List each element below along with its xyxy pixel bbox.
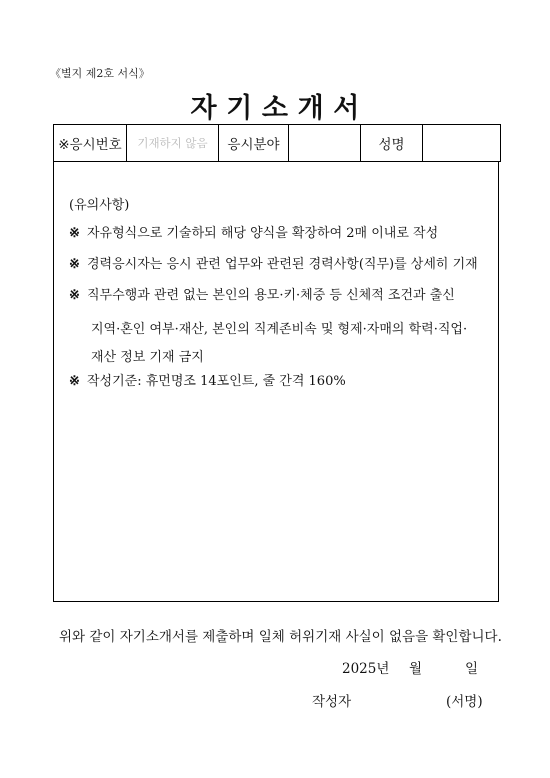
- note-item: [69, 367, 346, 397]
- author-label: 작성자: [312, 694, 352, 710]
- reference-mark-icon: ※: [69, 226, 80, 241]
- note-text: 경력응시자는 응시 관련 업무와 관련된 경력사항(직무)를 상세히 기재: [87, 257, 478, 272]
- date-month: 월: [409, 661, 423, 677]
- application-field-input[interactable]: [289, 125, 361, 162]
- application-field-label: 응시분야: [219, 125, 289, 162]
- notes-title: (유의사항): [69, 198, 130, 213]
- note-text: 작성기준: 휴먼명조 14포인트, 줄 간격 160%: [87, 374, 346, 389]
- date-day: 일: [465, 661, 479, 677]
- note-item: [69, 250, 478, 280]
- reference-mark-icon: ※: [69, 257, 80, 272]
- applicant-number-label: ※응시번호: [54, 125, 127, 162]
- note-item: [69, 281, 455, 311]
- note-text: 자유형식으로 기술하되 해당 양식을 확장하여 2매 이내로 작성: [87, 226, 439, 241]
- note-item: [69, 219, 438, 249]
- note-text-continued: 지역·혼인 여부·재산, 본인의 직계존비속 및 형제·자매의 학력·직업·: [91, 322, 468, 337]
- confirmation-statement: 위와 같이 자기소개서를 제출하며 일체 허위기재 사실이 없음을 확인합니다.: [59, 629, 502, 645]
- applicant-header-table: [53, 124, 501, 162]
- reference-mark-icon: ※: [69, 374, 80, 389]
- page-title: 자 기 소 개 서: [190, 93, 360, 124]
- note-text-continued: 재산 정보 기재 금지: [91, 350, 204, 365]
- name-label: 성명: [361, 125, 423, 162]
- note-text: 직무수행과 관련 없는 본인의 용모·키·체중 등 신체적 조건과 출신: [87, 288, 455, 303]
- name-input[interactable]: [423, 125, 501, 162]
- signature-label: (서명): [446, 694, 483, 710]
- reference-mark-icon: ※: [69, 288, 80, 303]
- date-year: 2025년: [342, 661, 390, 677]
- applicant-number-field: 기재하지 않음: [127, 125, 219, 162]
- form-number: 《별지 제2호 서식》: [50, 67, 150, 80]
